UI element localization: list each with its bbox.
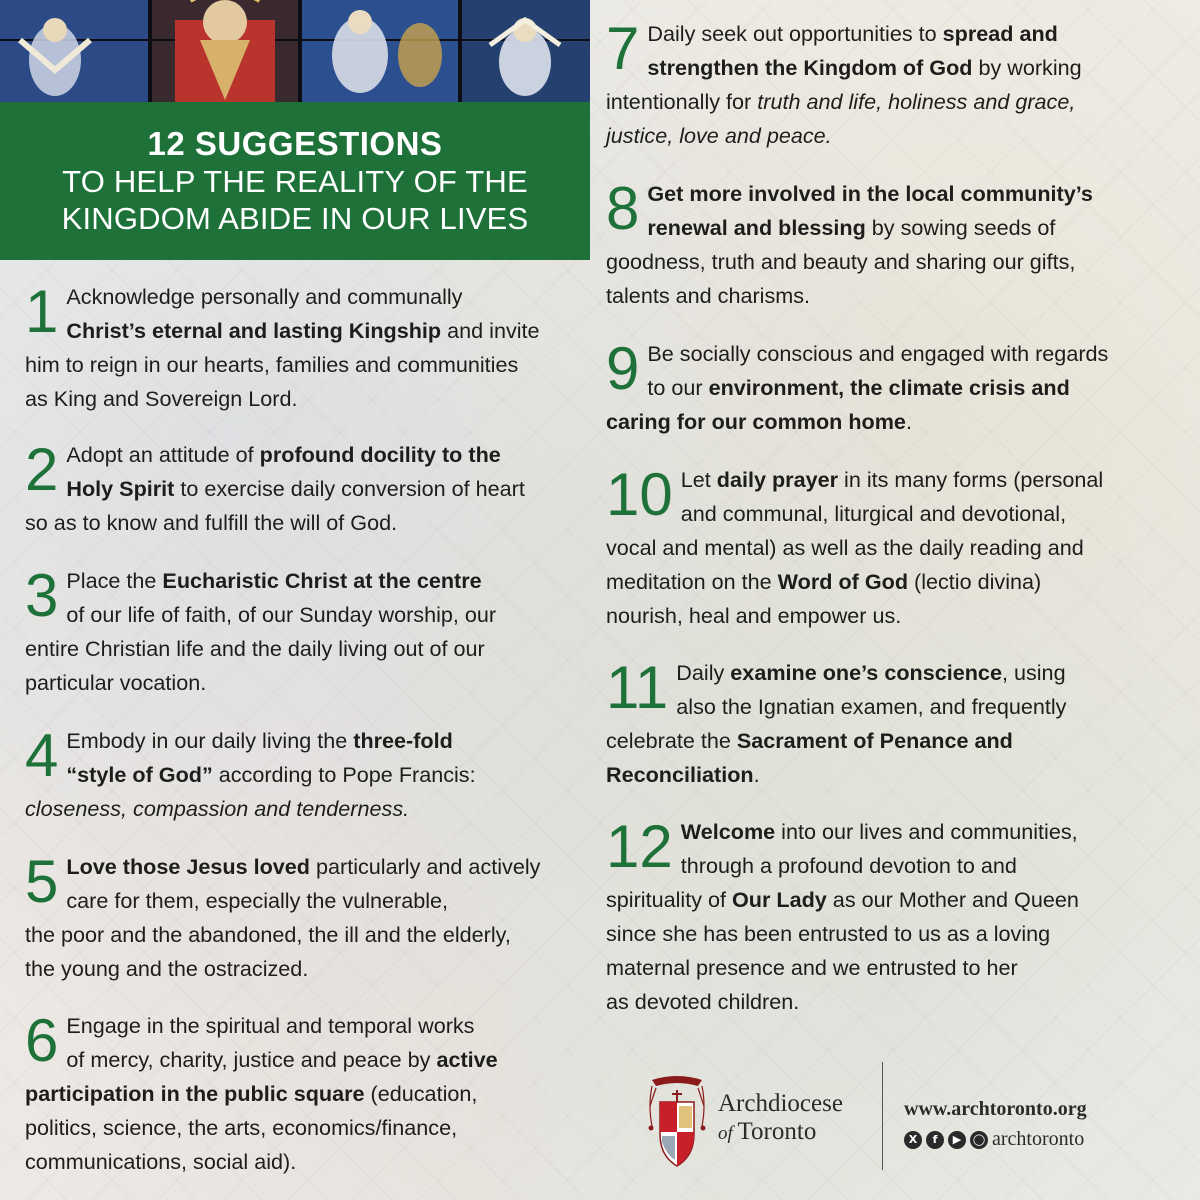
suggestion-number: 6	[25, 1007, 59, 1074]
footer	[646, 1062, 1126, 1172]
suggestion-number: 5	[25, 848, 59, 915]
suggestion-number: 1	[25, 278, 59, 345]
suggestion-4: 4 Embody in our daily living the three-fold “style of God” according to Pope Francis: closeness, compassion and tenderness.	[25, 722, 476, 821]
suggestion-3: 3 Place the Eucharistic Christ at the centre of our life of faith, of our Sunday worship, our entire Christian life and the daily living out of our particular vocation.	[25, 562, 497, 695]
social-handle[interactable]: archtoronto	[992, 1128, 1085, 1150]
suggestion-8: 8 Get more involved in the local community’s renewal and blessing by sowing seeds of goodness, truth and beauty and sharing our gifts, talents and charisms.	[606, 175, 1093, 308]
stained-glass-window-image	[0, 0, 590, 102]
footer-divider	[882, 1062, 883, 1170]
facebook-icon[interactable]: f	[926, 1131, 944, 1149]
title-line-2: TO HELP THE REALITY OF THE	[62, 164, 528, 199]
suggestion-number: 11	[606, 654, 669, 721]
suggestion-11: 11 Daily examine one’s conscience, using also the Ignatian examen, and frequently celebrate the Sacrament of Penance and Reconciliation.	[606, 654, 1067, 787]
suggestion-number: 8	[606, 175, 640, 242]
suggestion-number: 2	[25, 436, 59, 503]
suggestion-number: 7	[606, 15, 640, 82]
archdiocese-crest-icon	[646, 1076, 708, 1172]
youtube-icon[interactable]: ▶	[948, 1131, 966, 1149]
social-links	[904, 1128, 1084, 1151]
suggestion-number: 9	[606, 335, 640, 402]
x-icon[interactable]: X	[904, 1131, 922, 1149]
suggestion-12: 12 Welcome into our lives and communities, through a profound devotion to and spirituality of Our Lady as our Mother and Queen since she has been entrusted to us as a loving maternal presence and we entrusted to her as devoted children.	[606, 813, 1079, 1014]
title-line-3: KINGDOM ABIDE IN OUR LIVES	[61, 201, 529, 236]
suggestion-number: 4	[25, 722, 59, 789]
suggestion-9: 9 Be socially conscious and engaged with regards to our environment, the climate crisis and caring for our common home.	[606, 335, 1109, 434]
website-link[interactable]: www.archtoronto.org	[904, 1098, 1087, 1120]
instagram-icon[interactable]: ◯	[970, 1131, 988, 1149]
suggestion-number: 10	[606, 461, 673, 528]
suggestion-7: 7 Daily seek out opportunities to spread and strengthen the Kingdom of God by working intentionally for truth and life, holiness and grace, justice, love and peace.	[606, 15, 1082, 148]
title-line-1: 12 SUGGESTIONS	[147, 125, 443, 162]
organization-name: Archdiocese of Toronto	[718, 1090, 843, 1145]
suggestion-6: 6 Engage in the spiritual and temporal works of mercy, charity, justice and peace by active participation in the public square (education, politics, science, the arts, economics/finance, communications, social aid).	[25, 1007, 498, 1174]
suggestion-number: 12	[606, 813, 673, 880]
suggestion-10: 10 Let daily prayer in its many forms (personal and communal, liturgical and devotional, vocal and mental) as well as the daily reading and meditation on the Word of God (lectio divina) nourish, heal and empower us.	[606, 461, 1104, 628]
suggestion-1: 1 Acknowledge personally and communally Christ’s eternal and lasting Kingship and invite him to reign in our hearts, families and communities as King and Sovereign Lord.	[25, 278, 540, 411]
suggestion-5: 5 Love those Jesus loved particularly and actively care for them, especially the vulnerable, the poor and the abandoned, the ill and the elderly, the young and the ostracized.	[25, 848, 541, 981]
suggestion-2: 2 Adopt an attitude of profound docility to the Holy Spirit to exercise daily conversion of heart so as to know and fulfill the will of God.	[25, 436, 525, 535]
suggestion-number: 3	[25, 562, 59, 629]
title-banner	[0, 102, 590, 260]
